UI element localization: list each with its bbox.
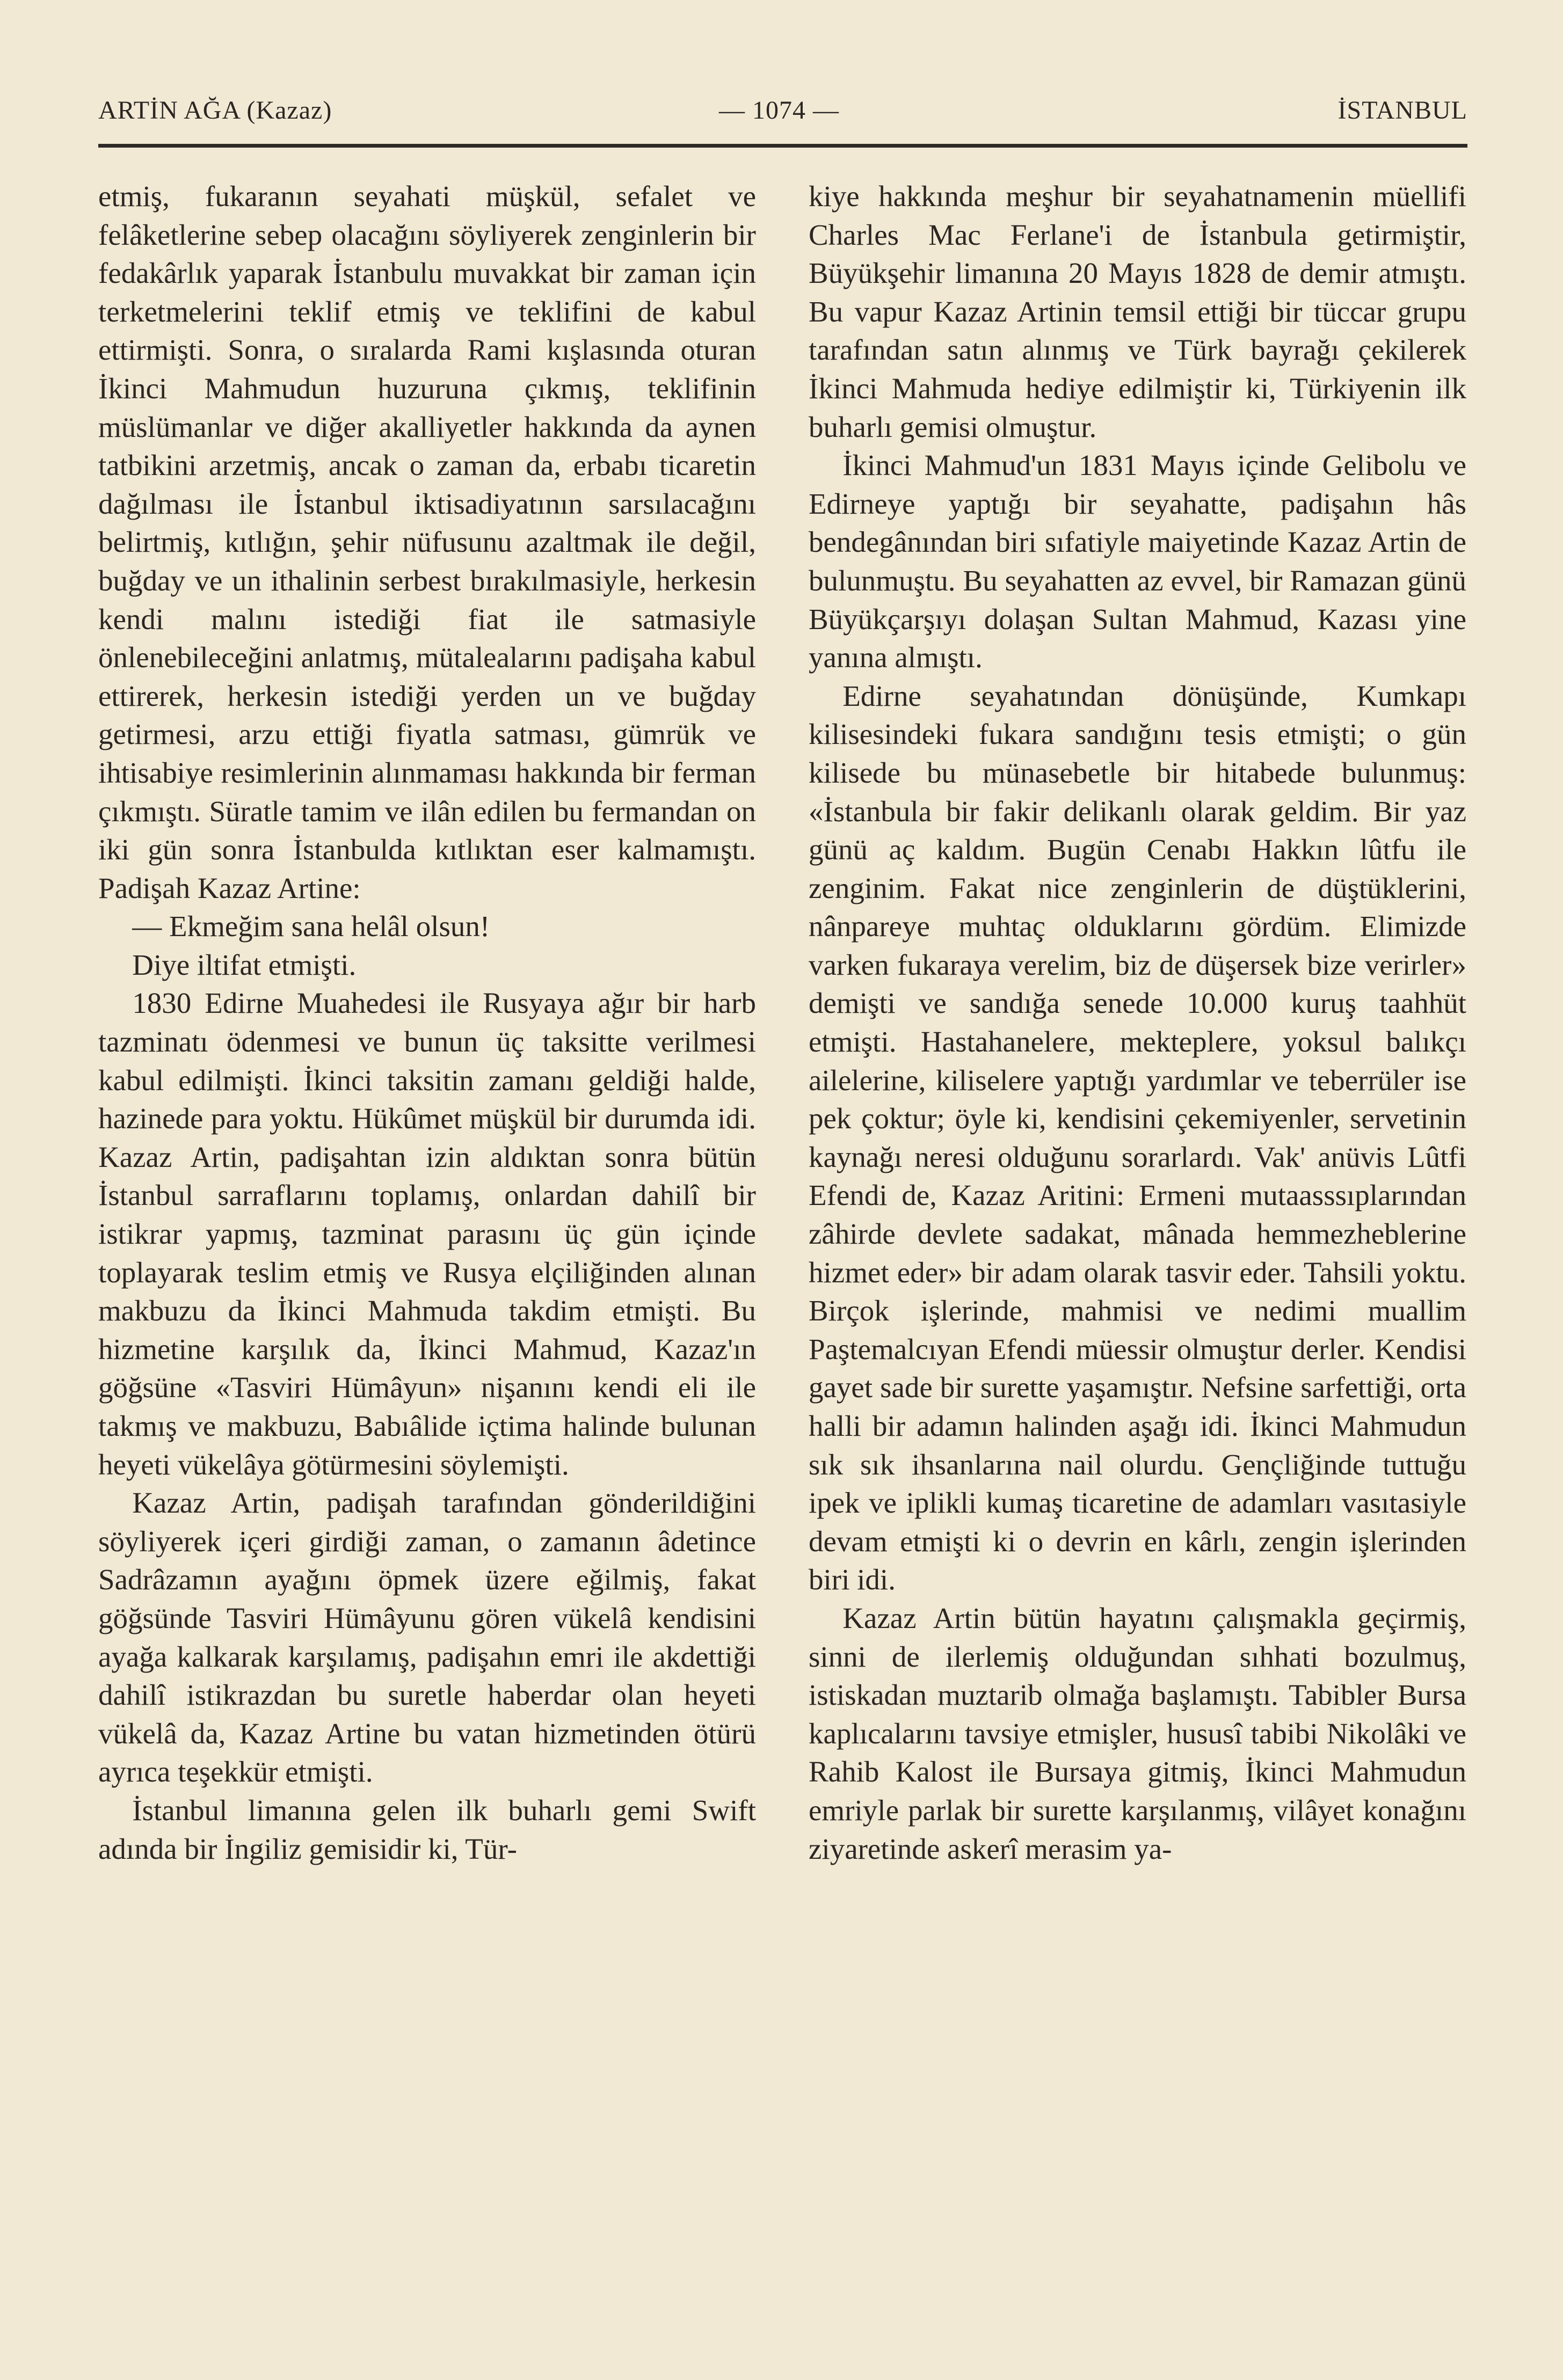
page-number: — 1074 — xyxy=(719,96,839,125)
paragraph: Kazaz Artin, padişah tarafından gönderildiğini söyliyerek içeri girdiği zaman, o zamanın âdetince Sadrâzamın ayağını öpmek üzere eğilmiş, fakat göğsünde Tasviri Hümâyunu gören vükelâ kendisini ayağa kalkarak karşılamış, padişahın emri ile akdettiği dahilî istikrazdan bu suretle haberdar olan heyeti vükelâ da, Kazaz Artine bu vatan hizmetinden ötürü ayrıca teşekkür etmişti. xyxy=(98,1486,756,1788)
paragraph: 1830 Edirne Muahedesi ile Rusyaya ağır bir harb tazminatı ödenmesi ve bunun üç taksitte verilmesi kabul edilmişti. İkinci taksitin zamanı geldiği halde, hazinede para yoktu. Hükûmet müşkül bir durumda idi. Kazaz Artin, padişahtan izin aldıktan sonra bütün İstanbul sarraflarını toplamış, onlardan dahilî bir istikrar yapmış, tazminat parasını üç gün içinde toplayarak teslim etmiş ve Rusya elçiliğinden alınan makbuzu da İkinci Mahmuda takdim etmişti. Bu hizmetine karşılık da, İkinci Mahmud, Kazaz'ın göğsüne «Tasviri Hümâyun» nişanını kendi eli ile takmış ve makbuzu, Babıâlide içtima halinde bulunan heyeti vükelâya götürmesini söylemişti. xyxy=(98,987,756,1481)
paragraph: İstanbul limanına gelen ilk buharlı gemi Swift adında bir İngiliz gemisidir ki, Tür- xyxy=(98,1793,756,1865)
header-rule xyxy=(98,144,1467,148)
paragraph: Edirne seyahatından dönüşünde, Kumkapı kilisesindeki fukara sandığını tesis etmişti; o gün kilisede bu münasebetle bir hitabede bulunmuş: «İstanbula bir fakir delikanlı olarak geldim. Bir yaz günü aç kaldım. Bugün Cenabı Hakkın lûtfu ile zenginim. Fakat nice zenginlerin de düştüklerini, nânpareye muhtaç olduklarını gördüm. Elimizde varken fukaraya verelim, biz de düşersek bize verirler» demişti ve sandığa senede 10.000 kuruş taahhüt etmişti. Hastahanelere, mekteplere, yoksul balıkçı ailelerine, kiliselere yaptığı yardımlar ve teberrüler ise pek çoktur; öyle ki, kendisini çekemiyenler, servetinin kaynağı neresi olduğunu sorarlardı. Vak' anüvis Lûtfi Efendi de, Kazaz Aritini: Ermeni mutaasssıplarından zâhirde devlete sadakat, mânada hemmezheblerine hizmet eder» bir adam olarak tasvir eder. Tahsili yoktu. Birçok işlerinde, mahmisi ve nedimi muallim Paştemalcıyan Efendi müessir olmuştur derler. Kendisi gayet sade bir surette yaşamıştır. Nefsine sarfettiği, orta halli bir adamın halinden aşağı idi. İkinci Mahmudun sık sık ihsanlarına nail olurdu. Gençliğinde tuttuğu ipek ve iplikli kumaş ticaretine de adamları vasıtasiyle devam etmişti ki o devrin en kârlı, zengin işlerinden biri idi. xyxy=(809,679,1466,1596)
paragraph: Kazaz Artin bütün hayatını çalışmakla geçirmiş, sinni de ilerlemiş olduğundan sıhhati bozulmuş, istiskadan muztarib olmağa başlamıştı. Tabibler Bursa kaplıcalarını tavsiye etmişler, hususî tabibi Nikolâki ve Rahib Kalost ile Bursaya gitmiş, İkinci Mahmudun emriyle parlak bir surette karşılanmış, vilâyet konağını ziyaretinde askerî merasim ya- xyxy=(809,1601,1466,1865)
paragraph: İkinci Mahmud'un 1831 Mayıs içinde Gelibolu ve Edirneye yaptığı bir seyahatte, padişahın hâs bendegânından biri sıfatiyle maiyetinde Kazaz Artin de bulunmuştu. Bu seyahatten az evvel, bir Ramazan günü Büyükçarşıyı dolaşan Sultan Mahmud, Kazası yine yanına almıştı. xyxy=(809,449,1466,674)
running-head xyxy=(98,96,1467,133)
paragraph: etmiş, fukaranın seyahati müşkül, sefalet ve felâketlerine sebep olacağını söyliyerek zenginlerin bir fedakârlık yaparak İstanbulu muvakkat bir zaman için terketmelerini teklif etmiş ve teklifini de kabul ettirmişti. Sonra, o sıralarda Rami kışlasında oturan İkinci Mahmudun huzuruna çıkmış, teklifinin müslümanlar ve diğer akalliyetler hakkında da aynen tatbikini arzetmiş, ancak o zaman da, erbabı ticaretin dağılması ile İstanbul iktisadiyatının sarsılacağını belirtmiş, kıtlığın, şehir nüfusunu azaltmak ile değil, buğday ve un ithalinin serbest bırakılmasiyle, herkesin kendi malını istediği fiat ile satmasiyle önlenebileceğini anlatmış, mütalealarını padişaha kabul ettirerek, herkesin istediği yerden un ve buğday getirmesi, arzu ettiği fiyatla satması, gümrük ve ihtisabiye resimlerinin alınmaması hakkında bir ferman çıkmıştı. Süratle tamim ve ilân edilen bu fermandan on iki gün sonra İstanbulda kıtlıktan eser kalmamıştı. Padişah Kazaz Artine: xyxy=(98,180,756,904)
paragraph: Diye iltifat etmişti. xyxy=(132,948,357,981)
quoted-line: — Ekmeğim sana helâl olsun! xyxy=(132,910,490,943)
header-section-title: İSTANBUL xyxy=(1337,96,1467,125)
paragraph: kiye hakkında meşhur bir seyahatnamenin müellifi Charles Mac Ferlane'i de İstanbula getirmiştir, Büyükşehir limanına 20 Mayıs 1828 de demir atmıştı. Bu vapur Kazaz Artinin temsil ettiği bir tüccar grupu tarafından satın alınmış ve Türk bayrağı çekilerek İkinci Mahmuda hediye edilmiştir ki, Türkiyenin ilk buharlı gemisi olmuştur. xyxy=(809,180,1466,443)
right-column xyxy=(809,177,1466,1868)
left-column xyxy=(98,177,756,1868)
header-entry-title: ARTİN AĞA (Kazaz) xyxy=(98,96,332,125)
